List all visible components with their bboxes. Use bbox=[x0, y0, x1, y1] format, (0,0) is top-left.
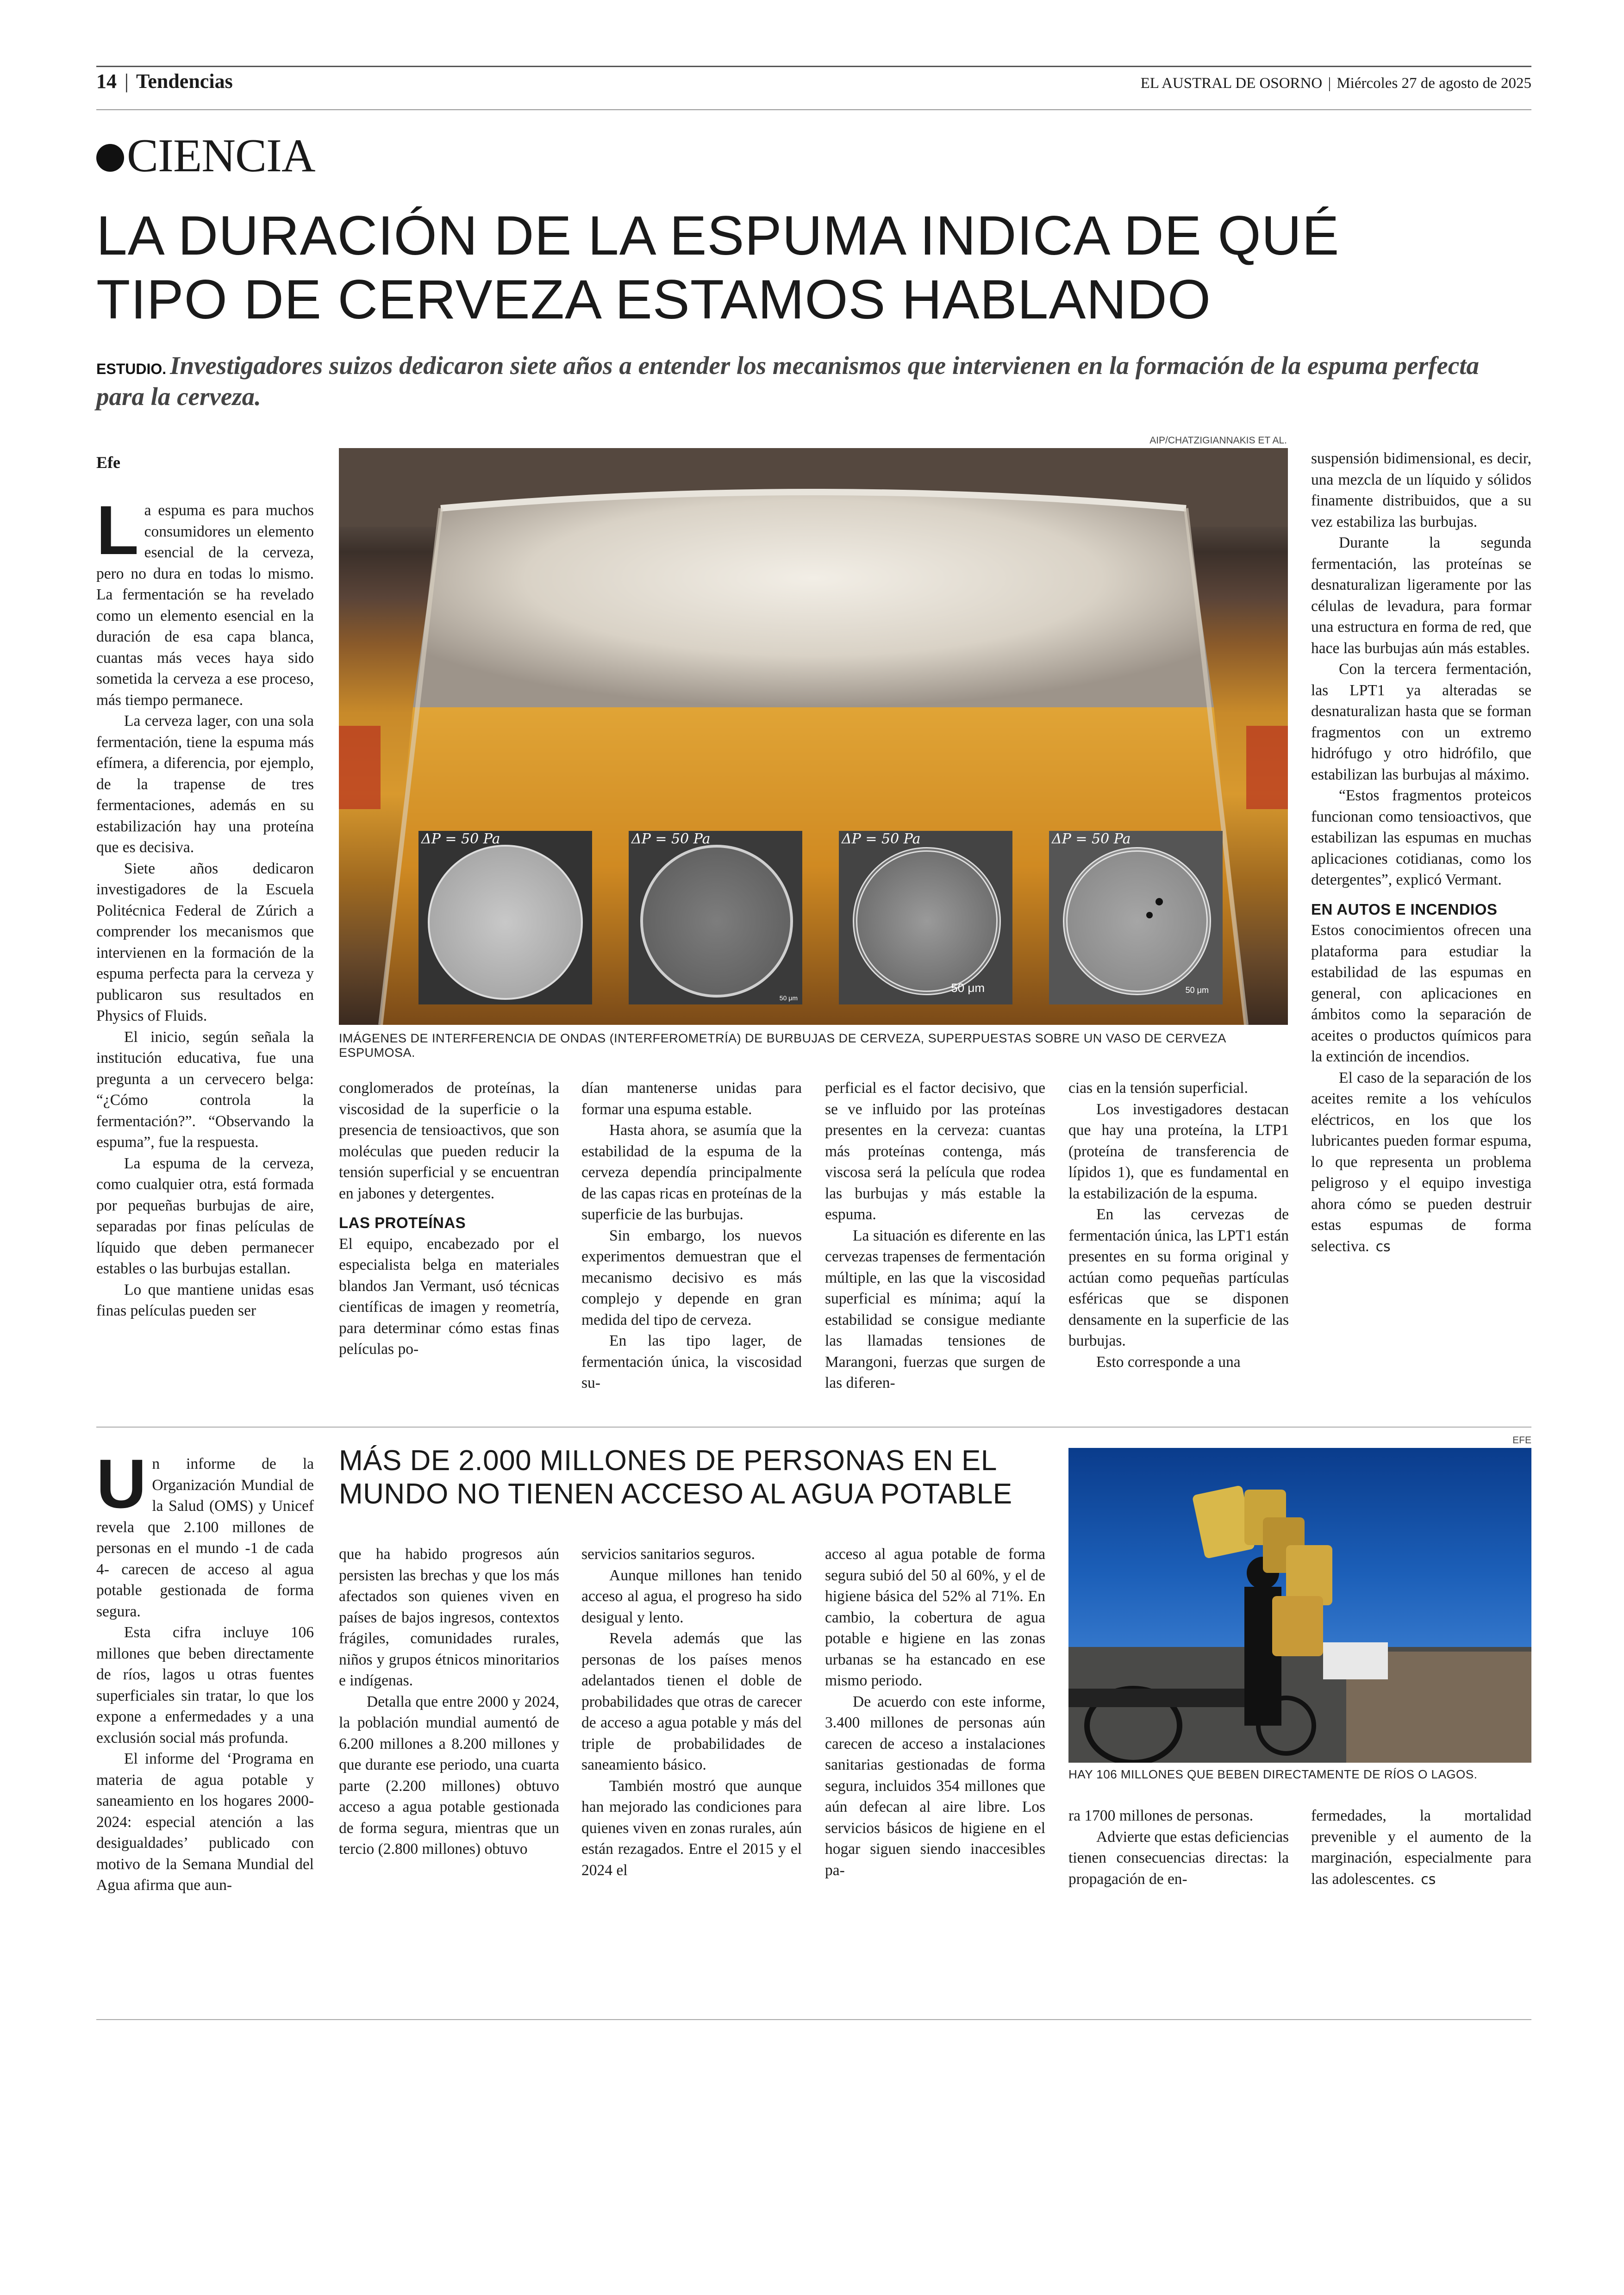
subheading-las-proteinas: LAS PROTEÍNAS bbox=[339, 1214, 466, 1231]
article-deck bbox=[96, 352, 1531, 411]
water-carrier-photo bbox=[1068, 1448, 1531, 1763]
article2-column-5: ra 1700 millones de personas. Advierte que estas deficiencias tienen consecuencias directas: la propagación de en- bbox=[1068, 1807, 1289, 1888]
article1-column-5: cias en la tensión superficial. Los investigadores destacan que hay una proteína, la LTP1 (proteína de transferencia de lípidos 1), que es fundamental en la estabilización de la espuma. En las cervezas de fermentación única, las LPT1 están presentes en su forma original y actúan como pequeñas partículas esféricas que se disponen densamente en la superficie de las burbujas. Esto corresponde a una bbox=[1068, 1079, 1289, 1371]
deck-text: Investigadores suizos dedicaron siete años a entender los mecanismos que intervienen en la formación de la espuma perfecta para la cerveza. bbox=[96, 351, 1480, 411]
masthead-line: EL AUSTRAL DE OSORNO | Miércoles 27 de agosto de 2025 bbox=[1140, 75, 1531, 92]
byline: Efe bbox=[96, 453, 120, 472]
pressure-label-2: ΔP = 50 Pa bbox=[631, 831, 711, 847]
article2-column-1: Un informe de la Organización Mundial de la Salud (OMS) y Unicef revela que 2.100 millones de personas en el mundo -1 de cada 4- carecen de acceso al agua potable gestionada de forma segura. Esta cifra incluye 106 millones que beben directamente de ríos, lagos u otras fuentes superficiales sin tratar, lo que los expone a enfermedades y a una exclusión social más profunda. El informe del ‘Programa en materia de agua potable y saneamiento en los hogares 2000-2024: especial atención a las desigualdades’ publicado con motivo de la Semana Mundial del Agua afirma que aun- bbox=[96, 1445, 314, 1894]
article2-column-6: fermedades, la mortalidad prevenible y el aumento de la marginación, especialmente para las adolescentes. cs bbox=[1311, 1807, 1531, 1888]
scale-bar-label-2: 50 μm bbox=[779, 994, 798, 1002]
article2-column-4: acceso al agua potable de forma segura subió del 50 al 60%, y el de higiene básica del 52% al 71%. En cambio, la cobertura de agua potable e higiene en las zonas urbanas se ha estancado en ese mismo periodo. De acuerdo con este informe, 3.400 millones de personas aún carecen de acceso a instalaciones sanitarias gestionadas de forma segura, incluidos 354 millones que aún defecan al aire libre. Los servicios básicos de higiene en el hogar siguen siendo inaccesibles pa- bbox=[825, 1546, 1045, 1879]
photo-illustration bbox=[1068, 1448, 1531, 1763]
article-headline bbox=[96, 204, 1339, 331]
interferometry-inset-4 bbox=[1049, 831, 1223, 1004]
pressure-label-3: ΔP = 50 Pa bbox=[842, 831, 921, 847]
pressure-label-4: ΔP = 50 Pa bbox=[1052, 831, 1131, 847]
article1-column-6: suspensión bidimensional, es decir, una mezcla de un líquido y sólidos finamente distribuidos, que a su vez estabiliza las burbujas. Durante la segunda fermentación, las proteínas se desnaturalizan ligeramente por las células de levadura, para formar una estructura en forma de red, que hace las burbujas aún más estables. Con la tercera fermentación, las LPT1 ya alteradas se desnaturalizan hasta que se forman fragmentos con un extremo hidrófugo y otro hidrófilo, que estabilizan las burbujas al máximo. “Estos fragmentos proteicos funcionan como tensioactivos, que estabilizan las espumas en muchas aplicaciones cotidianas, como los detergentes”, explicó Vermant. EN AUTOS E INCENDIOS Estos conocimientos ofrecen una plataforma para estudiar la estabilidad de las espumas en general, con aplicaciones en ámbitos como la separación de aceites o productos químicos para la extinción de incendios. El caso de la separación de los aceites remite a los vehículos eléctricos, en los que los lubricantes pueden formar espuma, lo que representa un problema peligroso y el equipo investiga ahora cómo se pueden destruir estas espumas de forma selectiva. cs bbox=[1311, 450, 1531, 1255]
page-folio bbox=[96, 69, 233, 94]
article2-end-icon: cs bbox=[1421, 1871, 1436, 1888]
kicker-bullet-icon bbox=[96, 144, 124, 172]
drop-cap-2: U bbox=[96, 1445, 147, 1522]
issue-date: Miércoles 27 de agosto de 2025 bbox=[1337, 75, 1531, 92]
newspaper-name: EL AUSTRAL DE OSORNO bbox=[1140, 75, 1323, 92]
article2-column-3: servicios sanitarios seguros. Aunque millones han tenido acceso al agua, el progreso ha sido desigual y lento. Revela además que las personas de los países menos adelantados tienen el doble de probabilidades que otras de carecer de acceso a agua potable y más del triple de probabilidades de saneamiento básico. También mostró que aunque han mejorado las condiciones para quienes viven en zonas rurales, aún están rezagados. Entre el 2015 y el 2024 el bbox=[581, 1546, 802, 1879]
article-divider bbox=[96, 1427, 1531, 1428]
page-number: 14 bbox=[96, 70, 117, 93]
section-name: Tendencias bbox=[136, 70, 233, 93]
article2-headline-line-1: MÁS DE 2.000 MILLONES DE PERSONAS EN EL bbox=[339, 1445, 997, 1477]
kicker-label: CIENCIA bbox=[127, 130, 315, 182]
headline-line-1: LA DURACIÓN DE LA ESPUMA INDICA DE QUÉ bbox=[96, 205, 1340, 267]
folio-separator: | bbox=[125, 70, 129, 93]
scale-bar-label-3: 50 μm bbox=[951, 981, 985, 995]
top-rule bbox=[96, 66, 1531, 67]
drop-cap: L bbox=[96, 491, 139, 569]
article2-column-2: que ha habido progresos aún persisten las brechas y que los más afectados son quienes viven en países de bajos ingresos, contextos frágiles, comunidades rurales, niños y grupos étnicos minoritarios e indígenas. Detalla que entre 2000 y 2024, la población mundial aumentó de 6.200 millones a 8.200 millones y que durante ese periodo, una cuarta parte (2.200 millones) obtuvo acceso a agua potable gestionada de forma segura, mientras que un tercio (2.800 millones) obtuvo bbox=[339, 1546, 559, 1858]
header-rule bbox=[96, 109, 1531, 110]
article1-column-4: perficial es el factor decisivo, que se ve influido por las proteínas presentes en la cerveza: cuantas más proteínas contenga, más viscosa será la película que rodea las burbujas y más estable la espuma. La situación es diferente en las cervezas trapenses de fermentación múltiple, en las que la viscosidad superficial es mínima; aquí la estabilidad se consigue mediante las llamadas tensiones de Marangoni, fuerzas que surgen de las diferen- bbox=[825, 1079, 1045, 1391]
article2-photo-caption: HAY 106 MILLONES QUE BEBEN DIRECTAMENTE DE RÍOS O LAGOS. bbox=[1068, 1767, 1478, 1781]
scale-bar-label-4: 50 μm bbox=[1185, 985, 1209, 995]
end-of-article-icon: cs bbox=[1375, 1238, 1391, 1255]
pressure-label-1: ΔP = 50 Pa bbox=[421, 831, 500, 847]
deck-label: ESTUDIO. bbox=[96, 361, 167, 377]
headline-line-2: TIPO DE CERVEZA ESTAMOS HABLANDO bbox=[96, 268, 1212, 331]
article2-headline bbox=[339, 1444, 1012, 1511]
interferometry-inset-2 bbox=[629, 831, 802, 1004]
subheading-autos-incendios: EN AUTOS E INCENDIOS bbox=[1311, 900, 1498, 918]
article2-headline-line-2: MUNDO NO TIENEN ACCESO AL AGUA POTABLE bbox=[339, 1478, 1012, 1510]
bottom-rule bbox=[96, 2019, 1531, 2020]
photo-credit: AIP/CHATZIGIANNAKIS ET AL. bbox=[1149, 435, 1287, 446]
beer-photo bbox=[339, 448, 1288, 1025]
interferometry-inset-1 bbox=[418, 831, 592, 1004]
article1-column-3: dían mantenerse unidas para formar una espuma estable. Hasta ahora, se asumía que la estabilidad de la espuma de la cerveza dependía principalmente de las capas ricas en proteínas de la superficie de las burbujas. Sin embargo, los nuevos experimentos demuestran que el mecanismo decisivo es más complejo y depende en gran medida del tipo de cerveza. En las tipo lager, de fermentación única, la viscosidad su- bbox=[581, 1079, 802, 1391]
interferometry-inset-3 bbox=[839, 831, 1012, 1004]
article1-column-2: conglomerados de proteínas, la viscosidad de la superficie o la presencia de tensioactivos, que son moléculas que pueden reducir la tensión superficial y se encuentran en jabones y detergentes. LAS PROTEÍNAS El equipo, encabezado por el especialista belga en materiales blandos Jan Vermant, usó técnicas científicas de imagen y reometría, para determinar cómo estas finas películas po- bbox=[339, 1079, 559, 1358]
section-kicker bbox=[96, 131, 315, 181]
article2-photo-credit: EFE bbox=[1512, 1435, 1531, 1446]
article1-column-1: La espuma es para muchos consumidores un elemento esencial de la cerveza, pero no dura en todas lo mismo. La fermentación se ha revelado como un elemento esencial en la duración de esa capa blanca, cuantas más veces haya sido sometida la cerveza a ese proceso, más tiempo permanece. La cerveza lager, con una sola fermentación, tiene la espuma más efímera, a diferencia, por ejemplo, de la trapense de tres fermentaciones, además en su estabilización hay una proteína que es decisiva. Siete años dedicaron investigadores de la Escuela Politécnica Federal de Zúrich a comprender los mecanismos que intervienen en la formación de la espuma perfecta para la cerveza y publicaron sus resultados en Physics of Fluids. El inicio, según señala la institución educativa, fue una pregunta a un cervecero belga: “¿Cómo controla la fermentación?”. “Observando la espuma”, fue la respuesta. La espuma de la cerveza, como cualquier otra, está formada por pequeñas burbujas de aire, separadas por finas películas de líquido que deben permanecer estables o las burbujas estallan. Lo que mantiene unidas esas finas películas pueden ser bbox=[96, 491, 314, 1319]
photo-caption: IMÁGENES DE INTERFERENCIA DE ONDAS (INTERFEROMETRÍA) DE BURBUJAS DE CERVEZA, SUPERPUESTAS SOBRE UN VASO DE CERVEZA ESPUMOSA. bbox=[339, 1031, 1226, 1060]
